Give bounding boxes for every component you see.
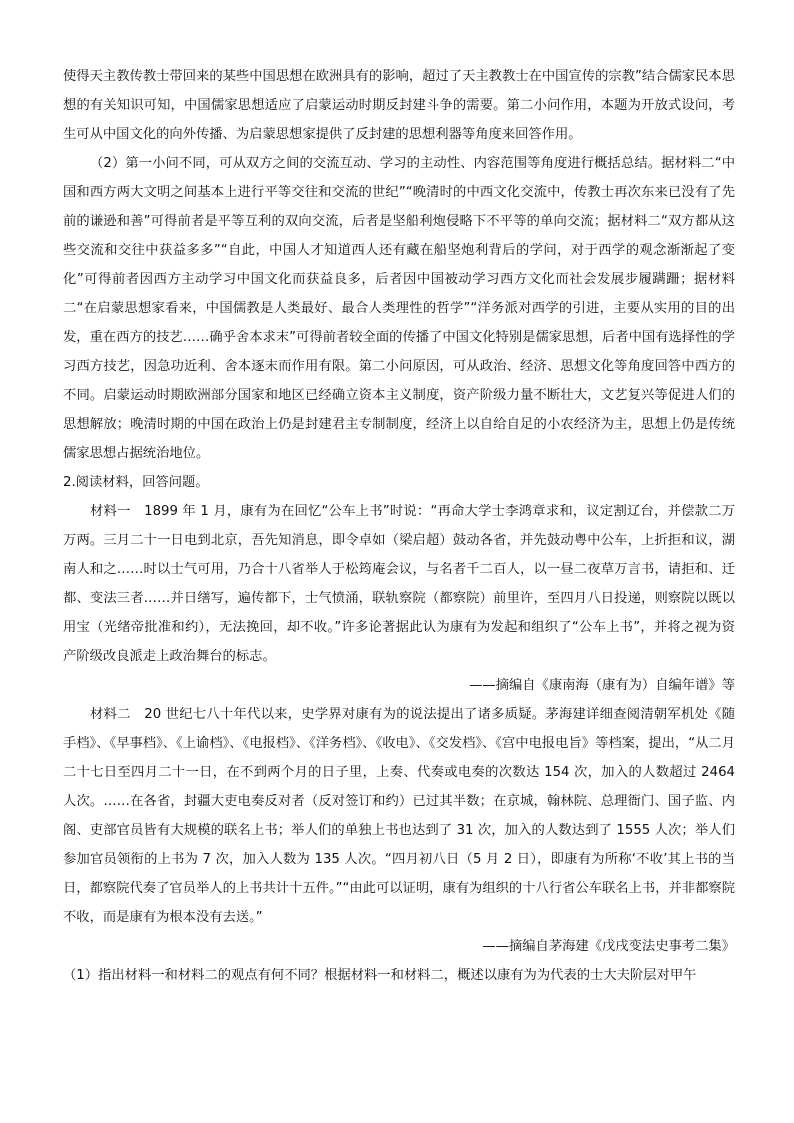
material-one: 材料一 1899 年 1 月，康有为在回忆“公车上书”时说：“再命大学士李鸿章求和，议定割辽台，并偿款二万万两。三月二十一日电到北京，吾先知消息，即令卓如（梁启超）鼓动各省，并先鼓动粤中公车，上折拒和议，湖南人和之……时以士气可用，乃合十八省举人于松筠庵会议，与名者千二百人，以一昼二夜草万言书，请拒和、迁都、变法三者……并日缮写，遍传都下，士气愤涌，联轨察院（都察院）前里许，至四月八日投递，则察院以既以用宝（光绪帝批准和约），无法挽回，却不收。”许多论著据此认为康有为发起和组织了“公车上书”，并将之视为资产阶级改良派走上政治舞台的标志。: [63, 504, 735, 664]
material-one-source: ——摘编自《康南海（康有为）自编年谱》等: [469, 678, 735, 693]
question-heading: 2.阅读材料，回答问题。: [63, 475, 209, 490]
material-two-source: ——摘编自茅海建《戊戌变法史事考二集》: [482, 939, 735, 954]
document-body: [63, 62, 735, 990]
answer-paragraph-2: （2）第一小问不同，可从双方之间的交流互动、学习的主动性、内容范围等角度进行概括总结。据材料二“中国和西方两大文明之间基本上进行平等交往和交流的世纪”“晚清时的中西文化交流中，传教士再次东来已没有了先前的谦逊和善”可得前者是平等互利的双向交流，后者是坚船利炮侵略下不平等的单向交流；据材料二“双方都从这些交流和交往中获益多多”“自此，中国人才知道西人还有藏在船坚炮利背后的学问，对于西学的观念渐渐起了变化”可得前者因西方主动学习中国文化而获益良多，后者因中国被动学习西方文化而社会发展步履蹒跚；据材料二“在启蒙思想家看来，中国儒教是人类最好、最合人类理性的哲学”“洋务派对西学的引进，主要从实用的目的出发，重在西方的技艺……确乎舍本求末”可得前者较全面的传播了中国文化特别是儒家思想，后者中国有选择性的学习西方技艺，因急功近利、舍本逐末而作用有限。第二小问原因，可从政治、经济、思想文化等角度回答中西方的不同。启蒙运动时期欧洲部分国家和地区已经确立资本主义制度，资产阶级力量不断壮大，文艺复兴等促进人们的思想解放；晚清时期的中国在政治上仍是封建君主专制制度，经济上以自给自足的小农经济为主，思想上仍是传统儒家思想占据统治地位。: [63, 156, 735, 461]
sub-question-1: （1）指出材料一和材料二的观点有何不同？根据材料一和材料二，概述以康有为为代表的士大夫阶层对甲午: [63, 968, 697, 983]
answer-paragraph-1: 使得天主教传教士带回来的某些中国思想在欧洲具有的影响，超过了天主教教士在中国宣传的宗教”结合儒家民本思想的有关知识可知，中国儒家思想适应了启蒙运动时期反封建斗争的需要。第二小问作用，本题为开放式设问，考生可从中国文化的向外传播、为启蒙思想家提供了反封建的思想利器等角度来回答作用。: [63, 69, 735, 142]
material-two: 材料二 20 世纪七八十年代以来，史学界对康有为的说法提出了诸多质疑。茅海建详细查阅清朝军机处《随手档》、《早事档》、《上谕档》、《电报档》、《洋务档》、《收电》、《交发档》、《宫中电报电旨》等档案，提出，“从二月二十七日至四月二十一日，在不到两个月的日子里，上奏、代奏或电奏的次数达 154 次，加入的人数超过 2464 人次。……在各省，封疆大吏电奏反对者（反对签订和约）已过其半数；在京城，翰林院、总理衙门、国子监、内阁、吏部官员皆有大规模的联名上书；举人们的单独上书也达到了 31 次，加入的人数达到了 1555 人次；举人们参加官员领衔的上书为 7 次，加入人数为 135 人次。“四月初八日（5 月 2 日），即康有为所称‘不收’其上书的当日，都察院代奏了官员举人的上书共计十五件。”“由此可以证明，康有为组织的十八行省公车联名上书，并非都察院不收，而是康有为根本没有去送。”: [63, 707, 735, 925]
